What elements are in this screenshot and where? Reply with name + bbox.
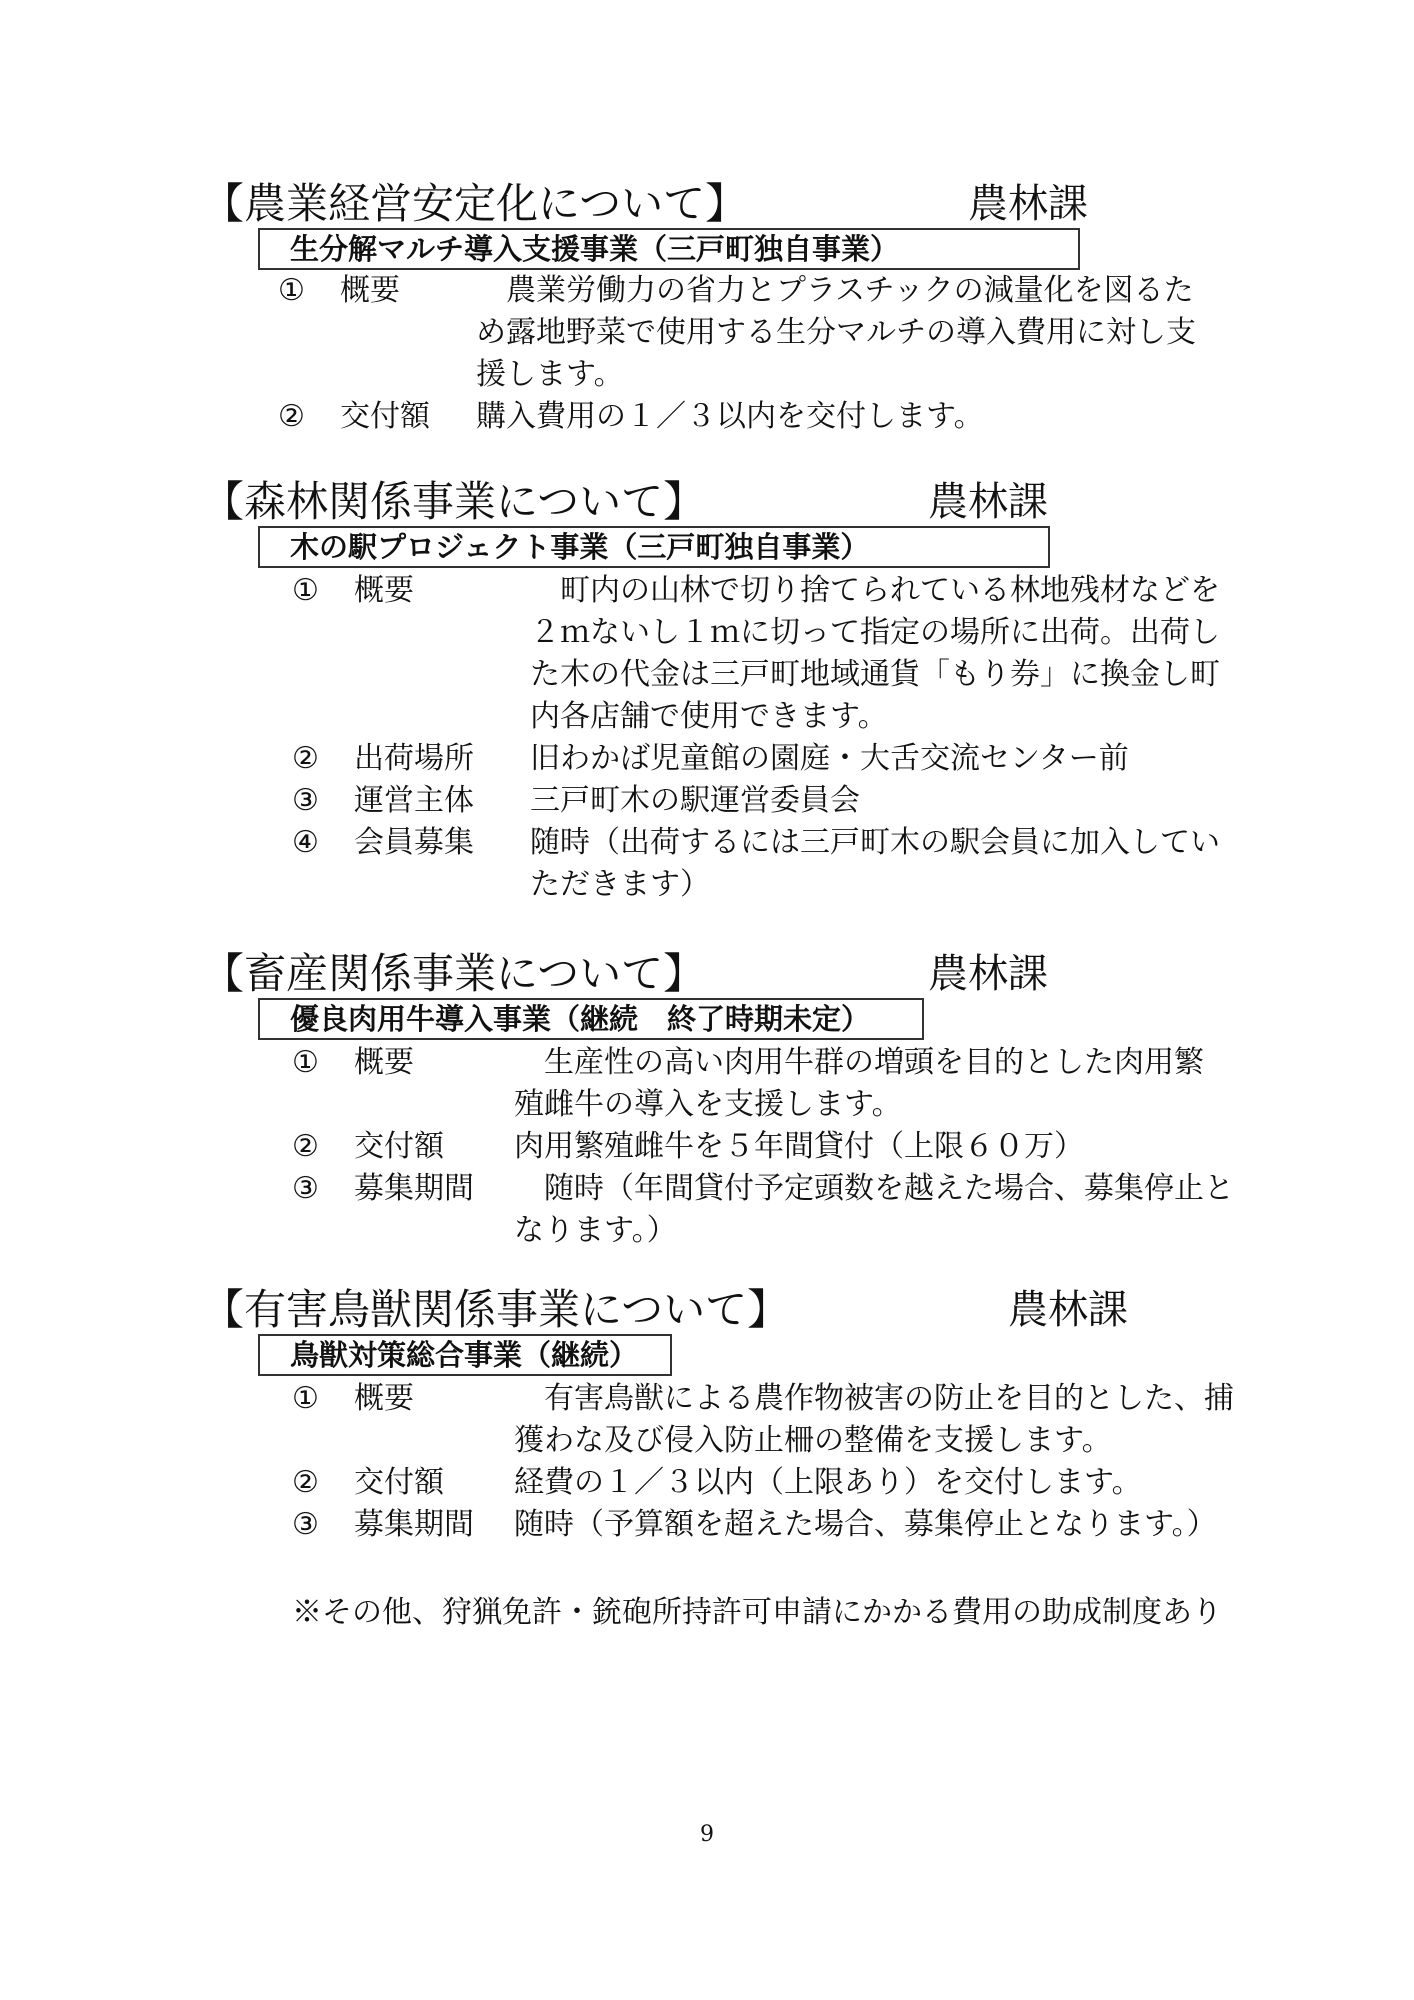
item-value	[514, 1042, 1204, 1126]
item-number: ④	[292, 825, 319, 860]
item-number: ②	[278, 399, 305, 434]
item-label: 概要	[354, 1045, 414, 1080]
item-number: ①	[292, 1381, 319, 1416]
item-value	[530, 570, 1220, 738]
item-line: 随時（年間貸付予定頭数を越えた場合、募集停止と	[514, 1171, 1234, 1206]
project-title-box: 鳥獣対策総合事業（継続）	[258, 1334, 672, 1376]
item-line: なります。）	[514, 1213, 677, 1248]
item-line: 獲わな及び侵入防止柵の整備を支援します。	[514, 1423, 1112, 1458]
item-number: ①	[292, 1045, 319, 1080]
item-value	[514, 1126, 1084, 1168]
item-number: ③	[292, 783, 319, 818]
item-label: 募集期間	[354, 1507, 474, 1542]
item-line: た木の代金は三戸町地域通貨「もり券」に換金し町	[530, 657, 1220, 692]
item-value	[530, 738, 1129, 780]
item-number: ②	[292, 741, 319, 776]
item-line: 経費の１／３以内（上限あり）を交付します。	[514, 1465, 1142, 1500]
item-value	[530, 780, 860, 822]
item-line: 有害鳥獣による農作物被害の防止を目的とした、捕	[514, 1381, 1234, 1416]
item-value	[514, 1378, 1234, 1462]
item-line: 肉用繁殖雌牛を５年間貸付（上限６０万）	[514, 1129, 1084, 1164]
item-line: 随時（予算額を超えた場合、募集停止となります。）	[514, 1507, 1217, 1542]
section-heading: 【有害鳥獣関係事業について】	[202, 1285, 790, 1334]
item-value	[530, 822, 1220, 906]
item-line: 内各店舗で使用できます。	[530, 699, 888, 734]
item-label: 出荷場所	[354, 741, 474, 776]
item-line: 町内の山林で切り捨てられている林地残材などを	[530, 573, 1220, 608]
project-title-box: 生分解マルチ導入支援事業（三戸町独自事業）	[258, 228, 1080, 270]
item-number: ③	[292, 1507, 319, 1542]
item-label: 交付額	[354, 1129, 444, 1164]
item-value	[476, 396, 984, 438]
section-heading: 【森林関係事業について】	[202, 477, 706, 526]
item-number: ①	[278, 273, 305, 308]
item-number: ③	[292, 1171, 319, 1206]
item-number: ①	[292, 573, 319, 608]
section-heading: 【畜産関係事業について】	[202, 949, 706, 998]
item-label: 募集期間	[354, 1171, 474, 1206]
item-line: 三戸町木の駅運営委員会	[530, 783, 860, 818]
page-number: 9	[700, 1822, 714, 1847]
item-line: 旧わかば児童館の園庭・大舌交流センター前	[530, 741, 1129, 776]
item-label: 概要	[340, 273, 400, 308]
item-number: ②	[292, 1465, 319, 1500]
item-value	[514, 1168, 1234, 1252]
item-value	[514, 1504, 1217, 1546]
item-line: 援します。	[476, 357, 624, 392]
item-line: ただきます）	[530, 867, 710, 902]
item-value	[514, 1462, 1142, 1504]
item-label: 会員募集	[354, 825, 474, 860]
item-label: 概要	[354, 573, 414, 608]
item-label: 運営主体	[354, 783, 474, 818]
item-number: ②	[292, 1129, 319, 1164]
item-line: め露地野菜で使用する生分マルチの導入費用に対し支	[476, 315, 1196, 350]
item-line: 購入費用の１／３以内を交付します。	[476, 399, 984, 434]
department-label: 農林課	[928, 479, 1048, 525]
item-line: 殖雌牛の導入を支援します。	[514, 1087, 902, 1122]
item-line: ２ｍないし１ｍに切って指定の場所に出荷。出荷し	[530, 615, 1220, 650]
item-label: 交付額	[340, 399, 430, 434]
item-line: 生産性の高い肉用牛群の増頭を目的とした肉用繁	[514, 1045, 1204, 1080]
item-label: 交付額	[354, 1465, 444, 1500]
item-line: 農業労働力の省力とプラスチックの減量化を図るた	[476, 273, 1194, 308]
item-label: 概要	[354, 1381, 414, 1416]
department-label: 農林課	[1008, 1287, 1128, 1333]
project-title-box: 木の駅プロジェクト事業（三戸町独自事業）	[258, 526, 1050, 568]
item-line: 随時（出荷するには三戸町木の駅会員に加入してい	[530, 825, 1220, 860]
section-heading: 【農業経営安定化について】	[202, 179, 748, 228]
item-value	[476, 270, 1196, 396]
project-title-box: 優良肉用牛導入事業（継続 終了時期未定）	[258, 998, 924, 1040]
department-label: 農林課	[928, 951, 1048, 997]
footnote: ※その他、狩猟免許・銃砲所持許可申請にかかる費用の助成制度あり	[292, 1595, 1222, 1630]
department-label: 農林課	[968, 181, 1088, 227]
